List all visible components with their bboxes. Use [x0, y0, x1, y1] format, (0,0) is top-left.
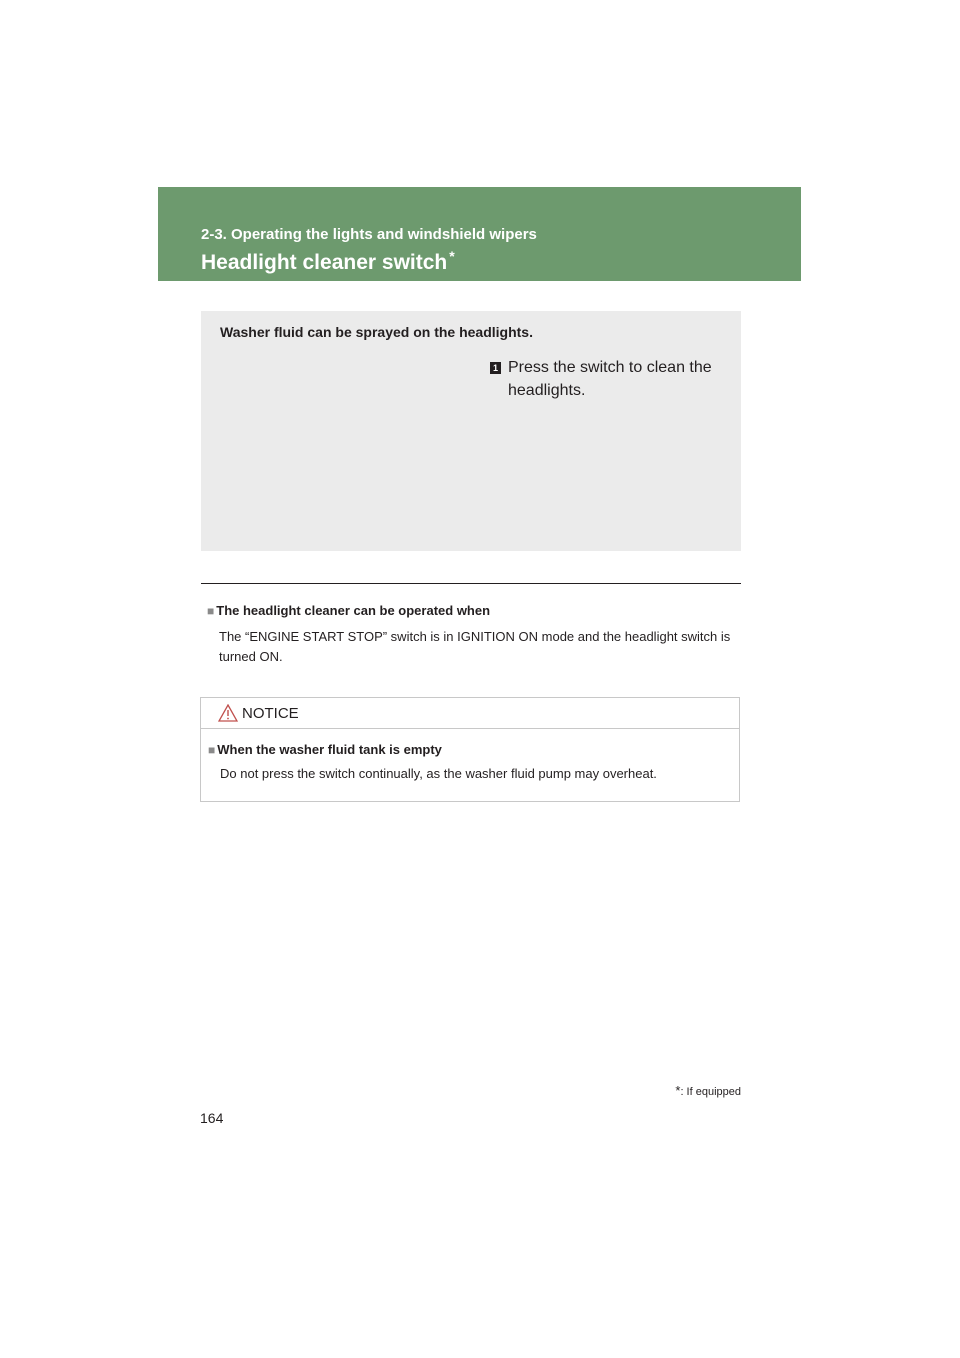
page-title: [201, 248, 455, 275]
warning-icon: [218, 704, 238, 727]
footnote-mark: *: [675, 1083, 681, 1098]
notice-title: NOTICE: [242, 705, 299, 722]
notice-body-text: Do not press the switch continually, as the washer fluid pump may overheat.: [220, 766, 657, 781]
notice-header: [201, 698, 739, 729]
step-text: Press the switch to clean the headlights.: [508, 359, 712, 399]
notice-heading-text: When the washer fluid tank is empty: [217, 742, 442, 757]
info-body: The “ENGINE START STOP” switch is in IGNITION ON mode and the headlight switch is turned ON.: [219, 629, 731, 664]
section-header: [158, 187, 801, 281]
page-title-text: Headlight cleaner switch: [201, 251, 448, 274]
info-heading-text: The headlight cleaner can be operated when: [216, 603, 491, 618]
info-heading: [207, 603, 741, 618]
notice-content: [208, 742, 733, 784]
section-divider: [201, 583, 741, 584]
step-number-badge: 1: [490, 362, 501, 374]
notice-heading: [208, 742, 733, 757]
info-section: [207, 603, 741, 667]
intro-text: Washer fluid can be sprayed on the headlights.: [220, 324, 533, 340]
page-number: 164: [200, 1110, 224, 1126]
if-equipped-mark: *: [449, 248, 455, 264]
footnote: [675, 1083, 741, 1098]
square-bullet-icon: ■: [208, 743, 216, 757]
section-label: 2-3. Operating the lights and windshield wipers: [201, 226, 537, 243]
footnote-text: : If equipped: [680, 1086, 741, 1098]
square-bullet-icon: ■: [207, 604, 215, 618]
intro-panel: [201, 311, 741, 551]
notice-box: [200, 697, 740, 802]
